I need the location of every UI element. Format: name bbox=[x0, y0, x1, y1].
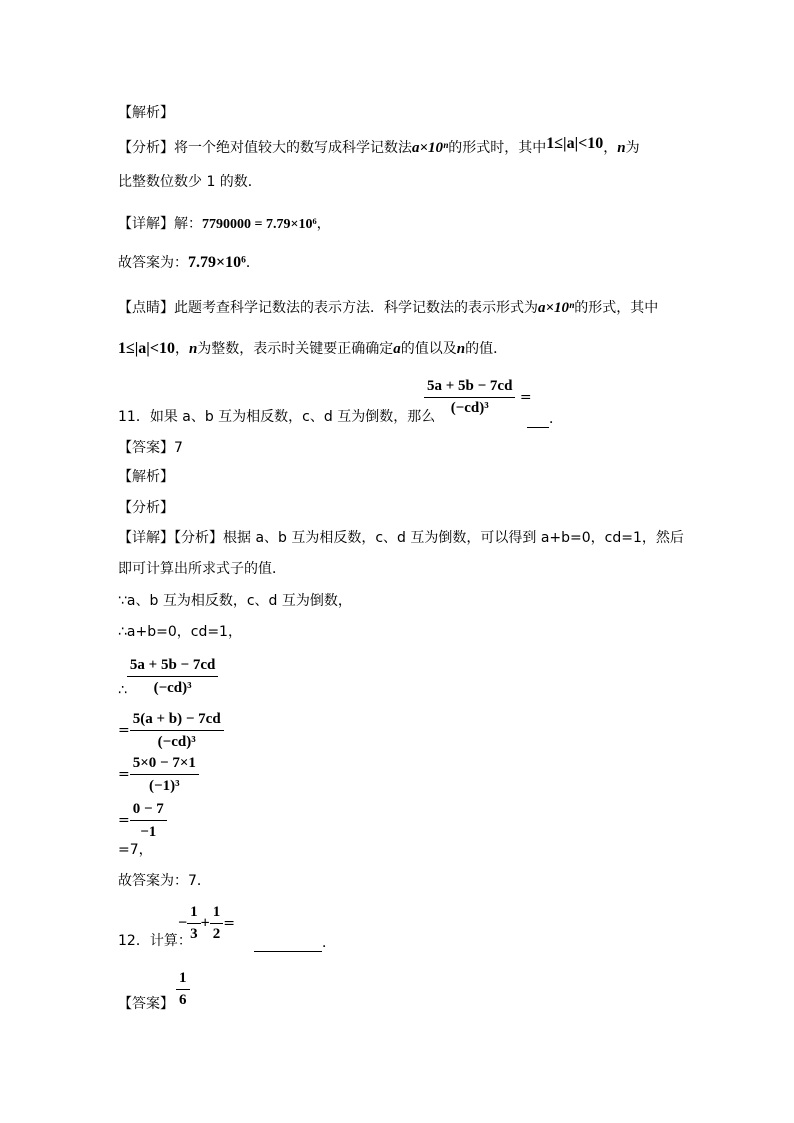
denominator: (−cd)³ bbox=[450, 400, 489, 416]
q12-answer-fraction bbox=[176, 970, 190, 1009]
math: 1≤|a|<10 bbox=[118, 340, 175, 357]
step4 bbox=[118, 800, 167, 841]
equals: = bbox=[118, 812, 130, 829]
equals: = bbox=[519, 389, 532, 406]
answer-line bbox=[118, 254, 260, 272]
plus: + bbox=[200, 914, 210, 932]
q12-answer-label: 【答案】 bbox=[118, 996, 174, 1012]
because-line: ∵a、b 互为相反数，c、d 互为倒数， bbox=[118, 593, 352, 609]
jiexi-heading: 【解析】 bbox=[118, 469, 174, 485]
question-12: 12．计算： bbox=[118, 933, 192, 949]
text: ． bbox=[245, 255, 260, 271]
math: n bbox=[456, 341, 466, 357]
q12-expression bbox=[178, 904, 235, 943]
final-answer: 故答案为：7． bbox=[118, 873, 211, 889]
text: 为 bbox=[625, 140, 640, 156]
q11-blank[interactable] bbox=[527, 408, 563, 428]
text: ． bbox=[322, 935, 336, 951]
q12-blank[interactable] bbox=[254, 932, 336, 952]
text: 为整数，表示时关键要正确确定 bbox=[197, 341, 394, 357]
denominator: (−cd)³ bbox=[153, 680, 192, 696]
numerator: 5a + 5b − 7cd bbox=[424, 378, 515, 398]
text: ． bbox=[549, 411, 563, 427]
math: a bbox=[393, 341, 401, 357]
math: 1≤|a|<10 bbox=[546, 135, 604, 152]
xiangjie-line: 【详解】【分析】根据 a、b 互为相反数，c、d 互为倒数，可以得到 a+b=0，cd=1，然后 bbox=[118, 530, 684, 546]
denominator: (−1)³ bbox=[149, 778, 180, 794]
text: 【分析】将一个绝对值较大的数写成科学记数法 bbox=[118, 140, 412, 156]
jiexi-heading: 【解析】 bbox=[118, 105, 174, 121]
math: n bbox=[617, 140, 626, 156]
text: 【详解】解： bbox=[118, 216, 202, 232]
numerator: 1 bbox=[176, 970, 190, 990]
equals: = bbox=[223, 915, 235, 932]
numerator: 5a + 5b − 7cd bbox=[127, 656, 218, 677]
denominator: 6 bbox=[179, 992, 187, 1008]
dianjing-line bbox=[118, 299, 658, 317]
answer-line: 【答案】7 bbox=[118, 440, 183, 456]
numerator: 5(a + b) − 7cd bbox=[130, 710, 224, 731]
xiangjie-line bbox=[118, 215, 331, 234]
text: ， bbox=[603, 140, 618, 156]
step5: =7， bbox=[118, 842, 153, 858]
numerator: 1 bbox=[187, 904, 201, 924]
numerator: 1 bbox=[210, 904, 224, 924]
therefore-symbol: ∴ bbox=[118, 682, 127, 699]
therefore-line: ∴a+b=0，cd=1， bbox=[118, 624, 242, 640]
math: 7.79×10⁶ bbox=[188, 254, 246, 271]
text: 的值以及 bbox=[400, 341, 457, 357]
math: a×10ⁿ bbox=[538, 300, 575, 316]
equals: = bbox=[118, 766, 130, 783]
minus: − bbox=[178, 914, 188, 932]
denominator: 3 bbox=[190, 926, 198, 942]
math: a×10ⁿ bbox=[412, 140, 449, 156]
math: n bbox=[188, 341, 198, 357]
question-11: 11．如果 a、b 互为相反数，c、d 互为倒数，那么 bbox=[118, 409, 436, 425]
denominator: (−cd)³ bbox=[157, 734, 196, 750]
denominator: 2 bbox=[212, 926, 221, 942]
numerator: 5×0 − 7×1 bbox=[130, 754, 199, 775]
xiangjie-line2: 即可计算出所求式子的值． bbox=[118, 561, 286, 577]
text: 故答案为： bbox=[118, 255, 188, 271]
dianjing-line2 bbox=[118, 340, 507, 358]
step3 bbox=[118, 754, 199, 795]
numerator: 0 − 7 bbox=[130, 800, 167, 821]
text: 的形式，其中 bbox=[574, 300, 659, 316]
fenxi-line bbox=[118, 135, 640, 157]
equals: = bbox=[118, 722, 130, 739]
step2 bbox=[118, 710, 224, 751]
math: 7790000 = 7.79×10⁶ bbox=[202, 217, 317, 232]
q11-fraction bbox=[424, 378, 532, 417]
fenxi-line2: 比整数位数少 1 的数． bbox=[118, 174, 262, 190]
text: 的形式时，其中 bbox=[448, 140, 547, 156]
step1 bbox=[118, 656, 218, 700]
text: ， bbox=[174, 341, 189, 357]
text: 【点睛】此题考查科学记数法的表示方法．科学记数法的表示形式为 bbox=[118, 300, 538, 316]
text: 的值． bbox=[465, 341, 508, 357]
fenxi-heading: 【分析】 bbox=[118, 500, 174, 516]
text: ， bbox=[316, 216, 331, 232]
denominator: −1 bbox=[140, 824, 157, 840]
